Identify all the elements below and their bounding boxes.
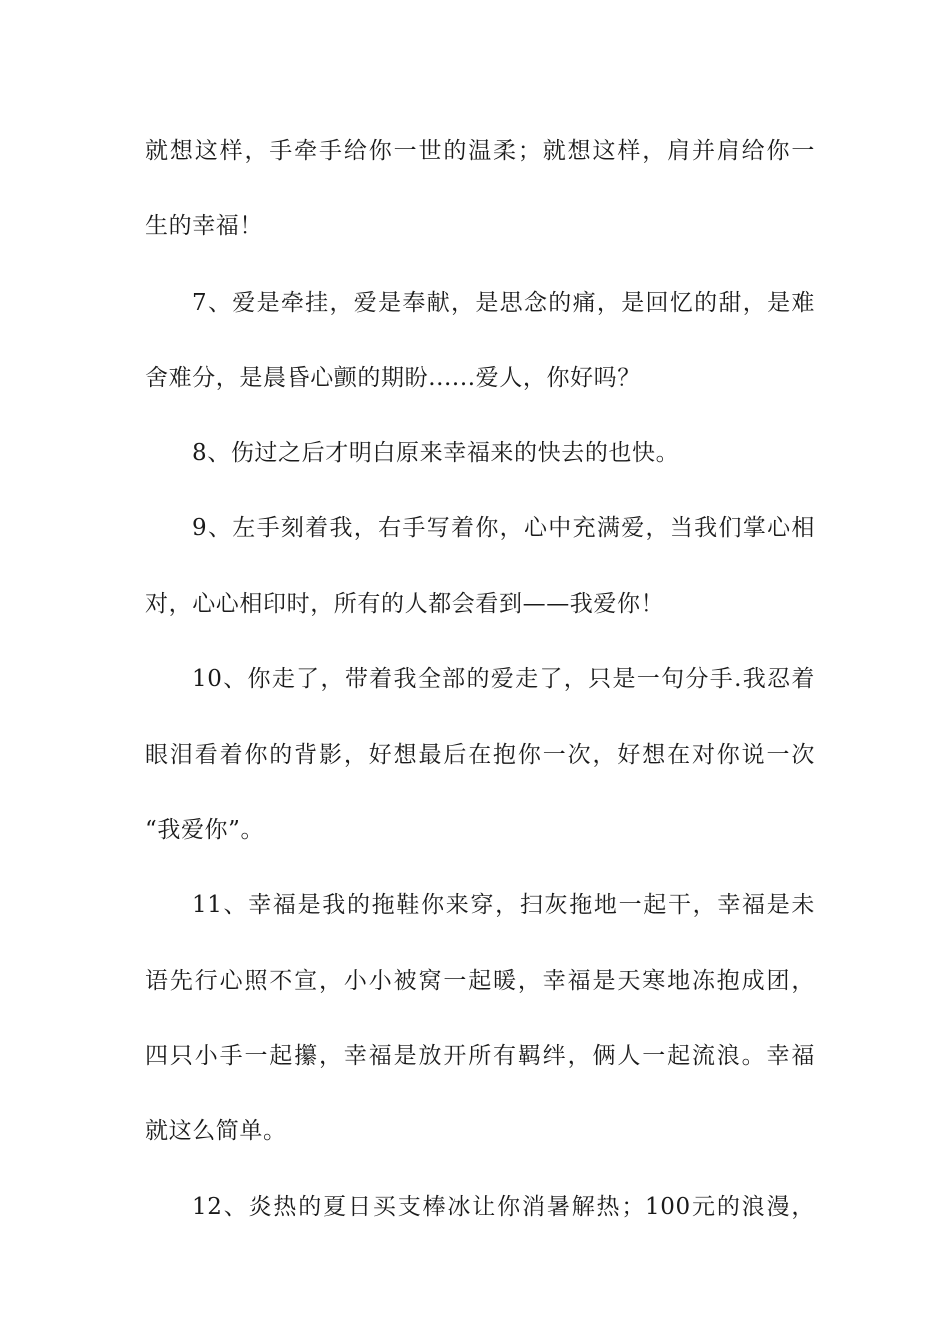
- paragraph-9-line-1: 9、左手刻着我，右手写着你，心中充满爱，当我们掌心相: [192, 515, 815, 541]
- paragraph-7-line-1: 7、爱是牵挂，爱是奉献，是思念的痛，是回忆的甜，是难: [192, 290, 815, 316]
- text-line: 舍难分，是晨昏心颤的期盼......爱人，你好吗？: [145, 365, 641, 391]
- text-line: 眼泪看着你的背影，好想最后在抱你一次，好想在对你说一次: [145, 742, 815, 768]
- text-line: 就想这样，手牵手给你一世的温柔；就想这样，肩并肩给你一: [145, 138, 815, 164]
- paragraph-12-line-1: 12、炎热的夏日买支棒冰让你消暑解热；100元的浪漫，: [192, 1194, 815, 1220]
- text-line: 语先行心照不宣，小小被窝一起暖，幸福是天寒地冻抱成团，: [145, 968, 815, 994]
- text-line: 对，心心相印时，所有的人都会看到——我爱你！: [145, 591, 665, 617]
- paragraph-10-line-1: 10、你走了，带着我全部的爱走了，只是一句分手.我忍着: [192, 666, 815, 692]
- text-line: 四只小手一起攥，幸福是放开所有羁绊，俩人一起流浪。幸福: [145, 1043, 815, 1069]
- text-line: “我爱你”。: [145, 817, 265, 843]
- paragraph-8: 8、伤过之后才明白原来幸福来的快去的也快。: [192, 440, 680, 466]
- text-line: 就这么简单。: [145, 1118, 287, 1144]
- text-line: 生的幸福！: [145, 213, 263, 239]
- paragraph-11-line-1: 11、幸福是我的拖鞋你来穿，扫灰拖地一起干，幸福是未: [192, 892, 815, 918]
